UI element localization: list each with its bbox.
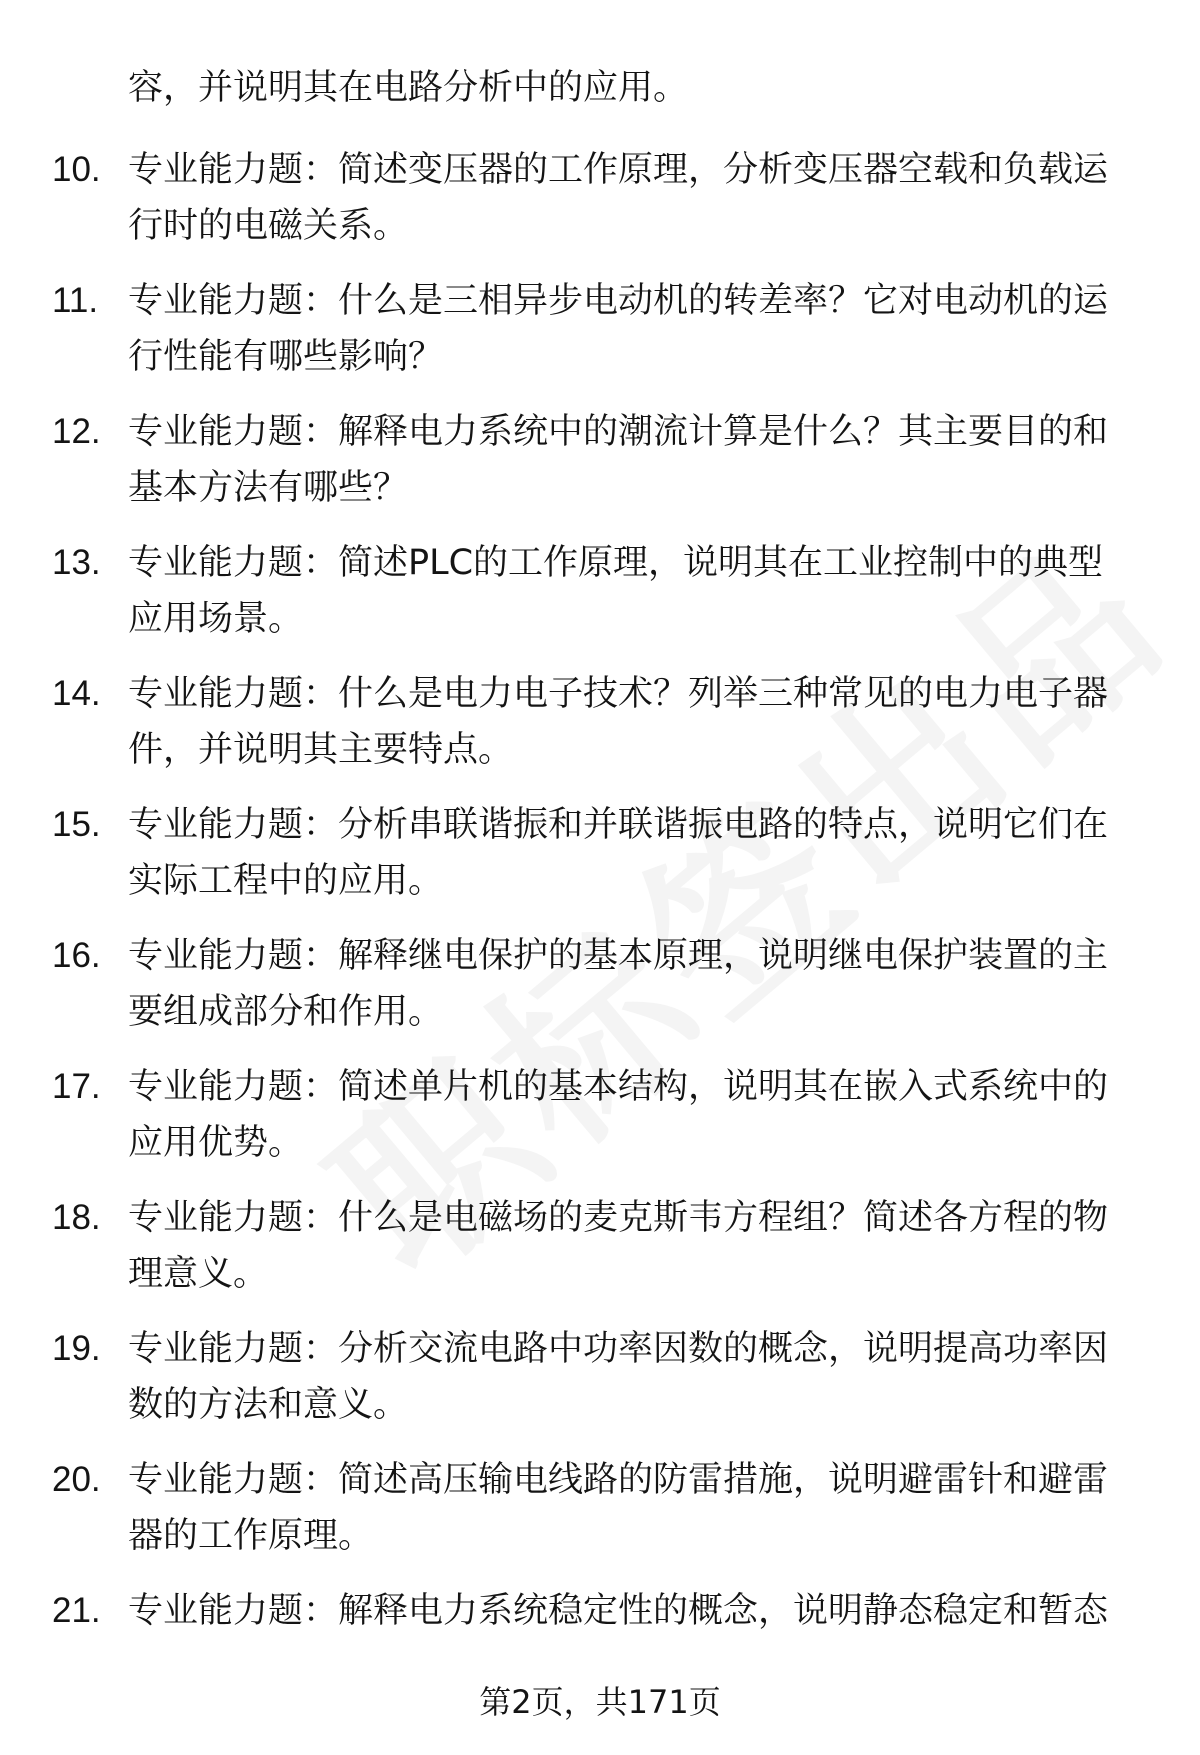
list-item — [0, 535, 1200, 666]
question-number: 12. — [52, 412, 101, 451]
list-item — [0, 928, 1200, 1059]
list-item — [0, 404, 1200, 535]
question-text: 专业能力题：什么是电力电子技术？列举三种常见的电力电子器件，并说明其主要特点。 — [128, 674, 1109, 770]
question-text: 专业能力题：分析串联谐振和并联谐振电路的特点，说明它们在实际工程中的应用。 — [128, 805, 1109, 901]
question-number: 16. — [52, 936, 101, 975]
question-text: 专业能力题：什么是三相异步电动机的转差率？它对电动机的运行性能有哪些影响？ — [128, 281, 1109, 377]
question-number: 20. — [52, 1460, 101, 1499]
list-item — [0, 666, 1200, 797]
continuation-text: 容，并说明其在电路分析中的应用。 — [128, 68, 689, 108]
question-text: 专业能力题：什么是电磁场的麦克斯韦方程组？简述各方程的物理意义。 — [128, 1198, 1109, 1294]
question-text: 专业能力题：解释继电保护的基本原理，说明继电保护装置的主要组成部分和作用。 — [128, 936, 1109, 1032]
question-text: 专业能力题：简述变压器的工作原理，分析变压器空载和负载运行时的电磁关系。 — [128, 150, 1109, 246]
question-number: 17. — [52, 1067, 101, 1106]
question-text: 专业能力题：简述PLC的工作原理，说明其在工业控制中的典型应用场景。 — [128, 543, 1104, 639]
list-item — [0, 797, 1200, 928]
question-text: 专业能力题：简述高压输电线路的防雷措施，说明避雷针和避雷器的工作原理。 — [128, 1460, 1109, 1556]
question-number: 21. — [52, 1591, 101, 1630]
question-number: 18. — [52, 1198, 101, 1237]
list-item — [0, 142, 1200, 273]
question-number: 11. — [52, 281, 99, 320]
list-item — [0, 273, 1200, 404]
list-item — [0, 1321, 1200, 1452]
question-number: 19. — [52, 1329, 101, 1368]
question-text: 专业能力题：解释电力系统中的潮流计算是什么？其主要目的和基本方法有哪些？ — [128, 412, 1109, 508]
question-number: 13. — [52, 543, 101, 582]
question-text: 专业能力题：分析交流电路中功率因数的概念，说明提高功率因数的方法和意义。 — [128, 1329, 1109, 1425]
list-item — [0, 1452, 1200, 1583]
question-number: 15. — [52, 805, 101, 844]
question-number: 14. — [52, 674, 101, 713]
question-text: 专业能力题：简述单片机的基本结构，说明其在嵌入式系统中的应用优势。 — [128, 1067, 1109, 1163]
question-list — [0, 142, 1200, 1714]
question-text: 专业能力题：解释电力系统稳定性的概念，说明静态稳定和暂态 — [128, 1591, 1109, 1631]
list-item — [0, 1059, 1200, 1190]
question-number: 10. — [52, 150, 101, 189]
list-item — [0, 1190, 1200, 1321]
page-footer: 第2页，共171页 — [479, 1683, 721, 1721]
